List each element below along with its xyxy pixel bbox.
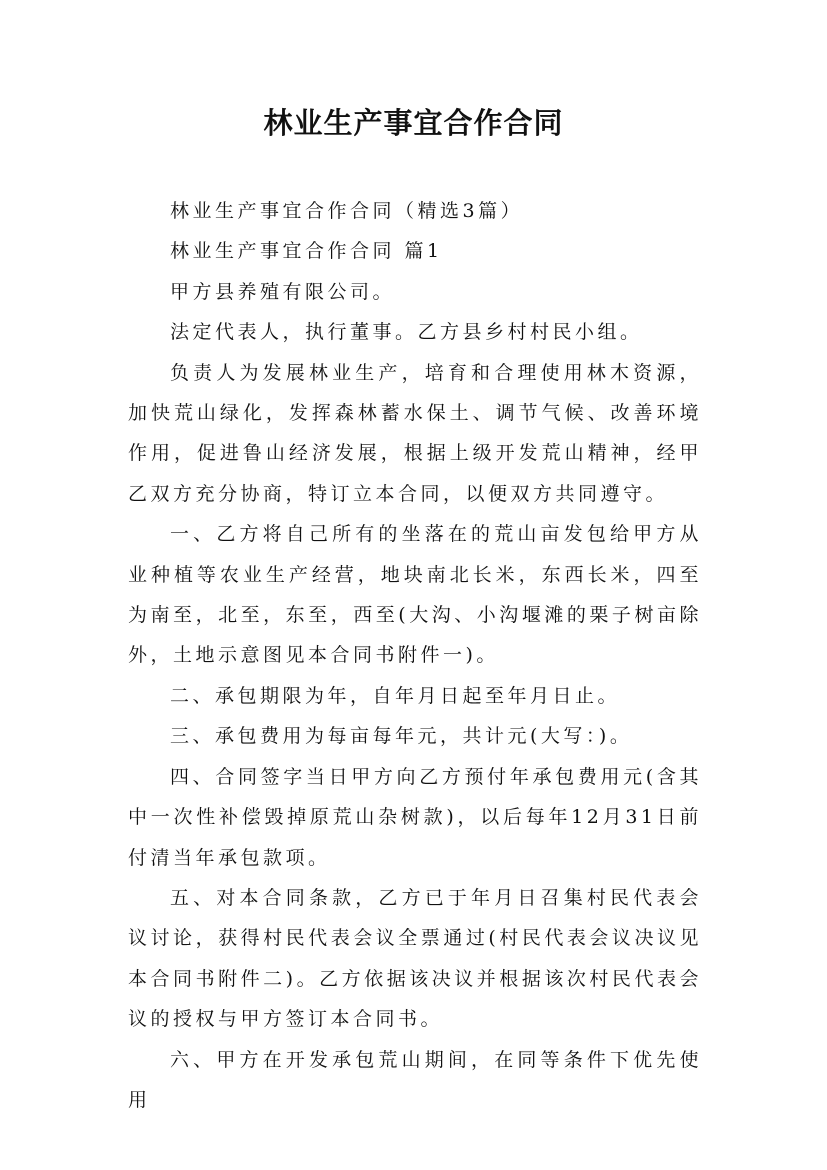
paragraph-subtitle: 林业生产事宜合作合同（精选3篇）: [170, 200, 524, 222]
paragraph-clause-6: 六、甲方在开发承包荒山期间，在同等条件下优先使用: [128, 1048, 702, 1111]
document-body: [128, 191, 702, 1120]
paragraph-party-a: 甲方县养殖有限公司。: [170, 280, 396, 303]
paragraph-section-heading: 林业生产事宜合作合同 篇1: [170, 240, 443, 263]
paragraph-clause-3: 三、承包费用为每亩每年元，共计元(大写：)。: [170, 725, 633, 748]
paragraph-clause-4: 四、合同签字当日甲方向乙方预付年承包费用元(含其中一次性补偿毁掉原荒山杂树款)，以后每年12月31日前付清当年承包款项。: [128, 765, 702, 869]
paragraph-preamble: 负责人为发展林业生产，培育和合理使用林木资源，加快荒山绿化，发挥森林蓄水保土、调节气候、改善环境作用，促进鲁山经济发展，根据上级开发荒山精神，经甲乙双方充分协商，特订立本合同，以便双方共同遵守。: [128, 361, 702, 505]
paragraph-clause-1: 一、乙方将自己所有的坐落在的荒山亩发包给甲方从业种植等农业生产经营，地块南北长米，东西长米，四至为南至，北至，东至，西至(大沟、小沟堰滩的栗子树亩除外，土地示意图见本合同书附件一)。: [128, 523, 702, 667]
document-title: 林业生产事宜合作合同: [263, 106, 564, 140]
paragraph-clause-5: 五、对本合同条款，乙方已于年月日召集村民代表会议讨论，获得村民代表会议全票通过(村民代表会议决议见本合同书附件二)。乙方依据该决议并根据该次村民代表会议的授权与甲方签订本合同书。: [128, 886, 702, 1031]
paragraph-legal-representative: 法定代表人，执行董事。乙方县乡村村民小组。: [170, 321, 643, 344]
paragraph-clause-2: 二、承包期限为年，自年月日起至年月日止。: [170, 684, 621, 707]
